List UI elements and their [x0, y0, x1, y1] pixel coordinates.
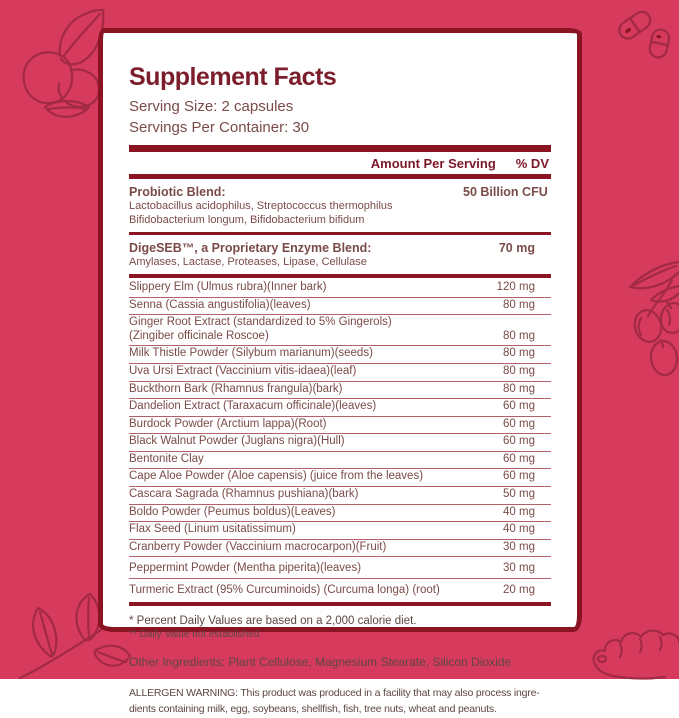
- table-row: [129, 579, 551, 603]
- table-row: [129, 417, 551, 435]
- blend-amount: 50 Billion CFU: [463, 185, 548, 199]
- ingredient-amount: 60 mg: [503, 452, 535, 465]
- ingredient-name: Boldo Powder (Peumus boldus)(Leaves): [129, 505, 336, 518]
- berry-branch-sketch-icon: [612, 250, 679, 382]
- table-row: [129, 434, 551, 452]
- ingredient-name: Ginger Root Extract (standardized to 5% Gingerols) (Zingiber officinale Roscoe): [129, 316, 392, 342]
- capsule-pills-icon: [610, 4, 679, 64]
- blend-ingredients: Lactobacillus acidophilus, Streptococcus thermophilus: [129, 200, 393, 212]
- ingredient-name: Cascara Sagrada (Rhamnus pushiana)(bark): [129, 487, 359, 500]
- ingredient-amount: 30 mg: [503, 562, 535, 575]
- blend-amount: 70 mg: [498, 241, 535, 256]
- table-row: [129, 399, 551, 417]
- ingredient-amount: 40 mg: [503, 523, 535, 536]
- ingredient-amount: 60 mg: [503, 435, 535, 448]
- table-row: [129, 382, 551, 400]
- blend-ingredients: Bifidobacterium longum, Bifidobacterium bifidum: [129, 214, 365, 227]
- table-row: [129, 315, 551, 346]
- ingredient-amount: 20 mg: [503, 583, 535, 596]
- ingredient-name: Black Walnut Powder (Juglans nigra)(Hull): [129, 435, 345, 448]
- table-row: [129, 469, 551, 487]
- blend-section: [129, 179, 551, 235]
- page-title: Supplement Facts: [129, 63, 337, 91]
- table-row: [129, 298, 551, 316]
- blend-name: DigeSEB™, a Proprietary Enzyme Blend:: [129, 241, 372, 256]
- ingredient-amount: 120 mg: [496, 281, 535, 294]
- ingredient-amount: 80 mg: [503, 298, 535, 311]
- blend-sections: [129, 179, 551, 278]
- ingredient-name: Flax Seed (Linum usitatissimum): [129, 523, 296, 536]
- divider-bar-thick: [129, 145, 551, 152]
- ingredient-amount: 30 mg: [503, 540, 535, 553]
- table-row: [129, 487, 551, 505]
- divider-bar: [129, 274, 551, 278]
- ingredient-table: [129, 280, 551, 602]
- table-row: [129, 557, 551, 579]
- allergen-warning: [129, 686, 551, 718]
- divider-bar-bottom: [129, 602, 551, 606]
- percent-dv-header: % DV: [515, 156, 549, 171]
- ingredient-name: Burdock Powder (Arctium lappa)(Root): [129, 417, 327, 430]
- blend-name: Probiotic Blend:: [129, 185, 226, 199]
- daily-value-footnote: * Percent Daily Values are based on a 2,000 calorie diet.: [129, 615, 417, 628]
- supplement-label: [98, 28, 582, 716]
- berries-sketch-icon: [6, 6, 112, 124]
- ingredient-name: Milk Thistle Powder (Silybum marianum)(seeds): [129, 347, 373, 360]
- ingredient-name: Buckthorn Bark (Rhamnus frangula)(bark): [129, 382, 343, 395]
- ingredient-name: Cape Aloe Powder (Aloe capensis) (juice from the leaves): [129, 470, 424, 483]
- ingredient-name: Turmeric Extract (95% Curcuminoids) (Curcuma longa) (root): [129, 583, 440, 596]
- servings-per-container: Servings Per Container: 30: [129, 119, 310, 136]
- amount-per-serving-header: Amount Per Serving: [370, 156, 496, 171]
- ingredient-amount: 40 mg: [503, 505, 535, 518]
- table-header: [129, 152, 551, 174]
- ingredient-name: Uva Ursi Extract (Vaccinium vitis-idaea)(leaf): [129, 365, 357, 378]
- table-row: [129, 280, 551, 298]
- ingredient-amount: 60 mg: [503, 417, 535, 430]
- ingredient-name: Dandelion Extract (Taraxacum officinale)(leaves): [129, 400, 377, 413]
- ingredient-name: Peppermint Powder (Mentha piperita)(leaves): [129, 562, 362, 575]
- blend-ingredients: Amylases, Lactase, Proteases, Lipase, Cellulase: [129, 256, 367, 269]
- dv-not-established-footnote: ** Daily Value not established: [129, 629, 260, 641]
- table-row: [129, 452, 551, 470]
- ingredient-amount: 80 mg: [503, 329, 535, 342]
- ginger-root-sketch-icon: [590, 628, 679, 679]
- ingredient-name: Cranberry Powder (Vaccinium macrocarpon)(Fruit): [129, 540, 387, 553]
- ingredient-name: Bentonite Clay: [129, 452, 204, 465]
- ingredient-amount: 80 mg: [503, 382, 535, 395]
- serving-size: Serving Size: 2 capsules: [129, 98, 294, 115]
- ingredient-amount: 60 mg: [503, 470, 535, 483]
- ingredient-amount: 50 mg: [503, 487, 535, 500]
- other-ingredients: Other Ingredients: Plant Cellulose, Magnesium Stearate, Silicon Dioxide: [129, 655, 512, 670]
- table-row: [129, 346, 551, 364]
- table-row: [129, 505, 551, 523]
- table-row: [129, 364, 551, 382]
- ingredient-name: Senna (Cassia angustifolia)(leaves): [129, 298, 311, 311]
- blend-section: [129, 235, 551, 278]
- allergen-warning-line1: ALLERGEN WARNING: This product was produced in a facility that may also process ingre-: [129, 687, 540, 700]
- ingredient-amount: 80 mg: [503, 365, 535, 378]
- ingredient-amount: 60 mg: [503, 400, 535, 413]
- table-row: [129, 522, 551, 540]
- table-row: [129, 540, 551, 558]
- ingredient-amount: 80 mg: [503, 347, 535, 360]
- ingredient-name: Slippery Elm (Ulmus rubra)(Inner bark): [129, 281, 327, 294]
- allergen-warning-line2: dients containing milk, egg, soybeans, shellfish, fish, tree nuts, wheat and peanuts.: [129, 703, 497, 716]
